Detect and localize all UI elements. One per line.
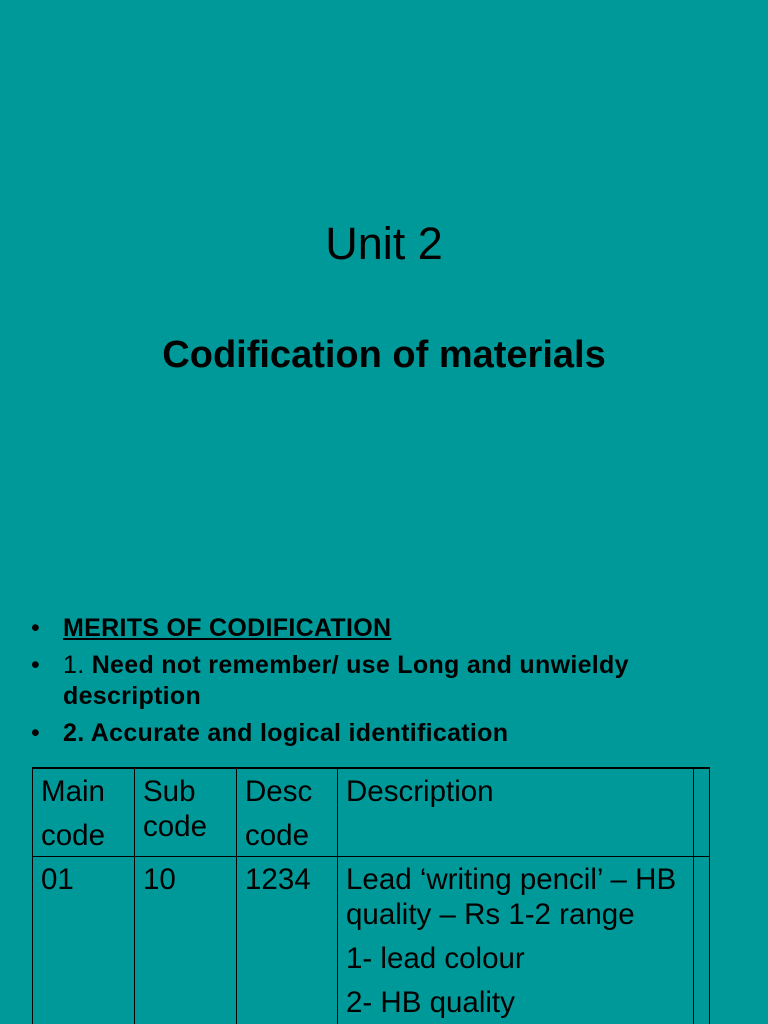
bullet-text: MERITS OF CODIFICATION — [63, 614, 392, 642]
cell-text: 01 — [41, 863, 74, 896]
bullet-number: 1. — [63, 651, 85, 679]
cell-text: code — [41, 819, 105, 852]
table-cell-desc-code — [237, 857, 338, 1024]
bullet-marker: • — [31, 614, 40, 642]
bullet-list — [0, 613, 703, 755]
cell-text: 1- lead colour — [346, 942, 525, 975]
table-header-empty — [694, 769, 710, 857]
bullet-text: 2. Accurate and logical identification — [63, 719, 509, 747]
table-cell-empty — [694, 857, 710, 1024]
bullet-item-merit-2 — [0, 718, 703, 749]
bullet-item-merits-heading — [0, 613, 703, 644]
table-header-main-code — [33, 769, 135, 857]
table-cell-main-code — [33, 857, 135, 1024]
slide-title: Unit 2 — [325, 218, 443, 269]
slide-subtitle: Codification of materials — [162, 334, 606, 376]
cell-text: Lead ‘writing pencil’ – HB quality – Rs 1-2 range — [346, 863, 677, 931]
table-header-desc-code — [237, 769, 338, 857]
table-header-row — [33, 769, 710, 857]
bullet-marker: • — [31, 719, 40, 747]
table-header-description — [338, 769, 694, 857]
cell-text: Main — [41, 775, 105, 808]
cell-text: code — [245, 819, 309, 852]
bullet-item-merit-1 — [0, 650, 703, 712]
table-cell-sub-code — [135, 857, 237, 1024]
bullet-marker: • — [31, 651, 40, 679]
cell-text: Desc — [245, 775, 313, 808]
cell-text: 1234 — [245, 863, 311, 896]
table-header-sub-code — [135, 769, 237, 857]
codification-table — [32, 767, 710, 1024]
codification-table-container — [32, 767, 712, 1024]
cell-text: Description — [346, 775, 494, 808]
cell-text: Sub code — [143, 775, 207, 843]
cell-text: 10 — [143, 863, 176, 896]
table-row — [33, 857, 710, 1024]
table-cell-description — [338, 857, 694, 1024]
cell-text: 2- HB quality — [346, 986, 515, 1019]
bullet-text: Need not remember/ use Long and unwieldy description — [63, 651, 629, 710]
